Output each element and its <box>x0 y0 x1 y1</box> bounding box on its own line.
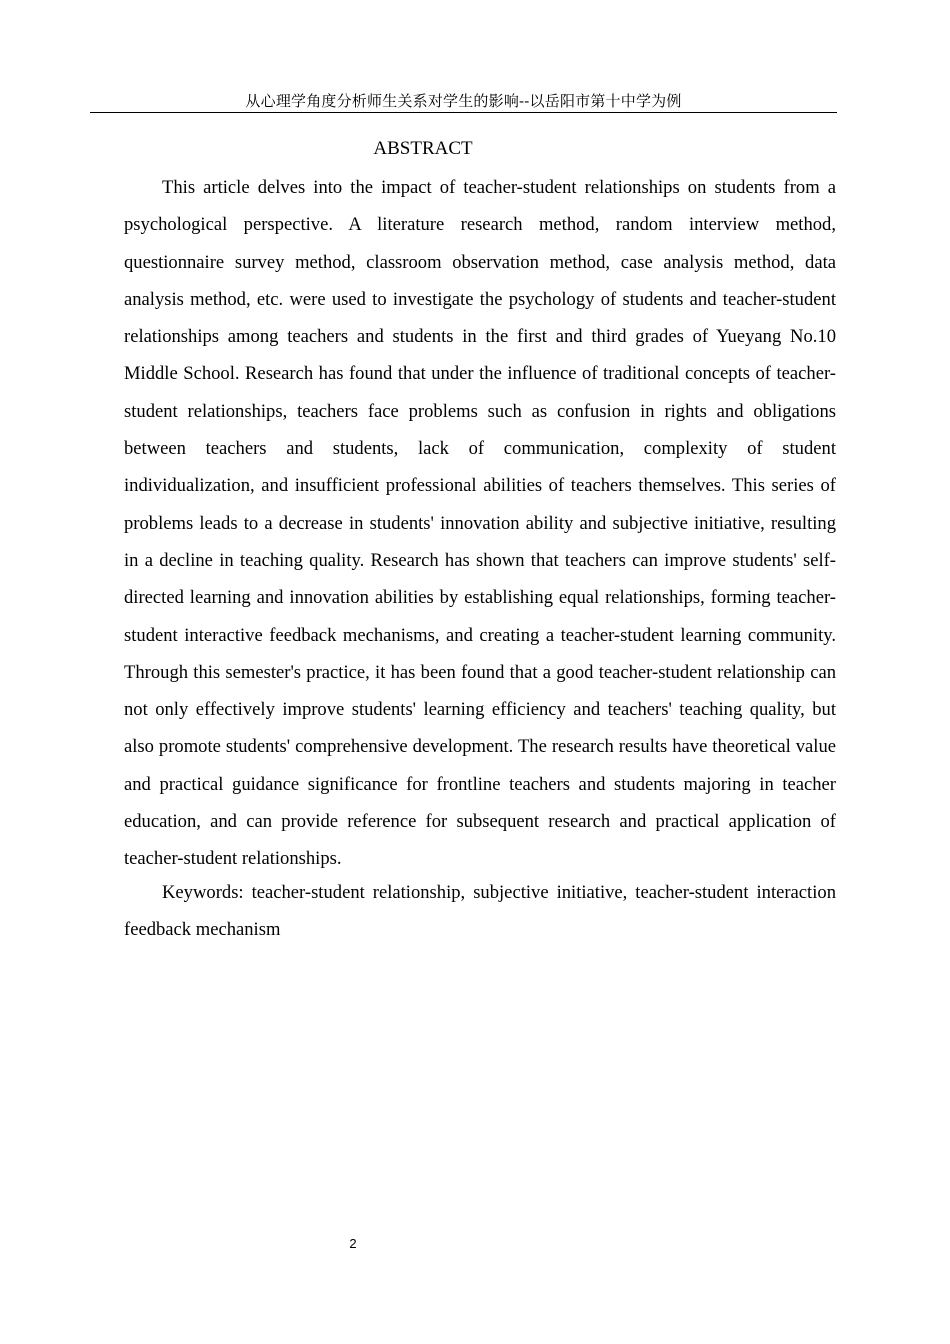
keywords-paragraph: Keywords: teacher-student relationship, subjective initiative, teacher-student interaction feedback mechanism <box>124 882 836 941</box>
abstract-body-paragraph: This article delves into the impact of teacher-student relationships on students from a psychological perspective. A literature research method, random interview method, questionnaire survey method, classroom observation method, case analysis method, data analysis method, etc. were used to investigate the psychology of students and teacher-student relationships among teachers and students in the first and third grades of Yueyang No.10 Middle School. Research has found that under the influence of traditional concepts of teacher-student relationships, teachers face problems such as confusion in rights and obligations between teachers and students, lack of communication, complexity of student individualization, and insufficient professional abilities of teachers themselves. This series of problems leads to a decrease in students' innovation ability and subjective initiative, resulting in a decline in teaching quality. Research has shown that teachers can improve students' self-directed learning and innovation abilities by establishing equal relationships, forming teacher-student interactive feedback mechanisms, and creating a teacher-student learning community. Through this semester's practice, it has been found that a good teacher-student relationship can not only effectively improve students' learning efficiency and teachers' teaching quality, but also promote students' comprehensive development. The research results have theoretical value and practical guidance significance for frontline teachers and students majoring in teacher education, and can provide reference for subsequent research and practical application of teacher-student relationships. <box>124 177 836 870</box>
running-header: 从心理学角度分析师生关系对学生的影响--以岳阳市第十中学为例 <box>90 90 837 113</box>
abstract-heading: ABSTRACT <box>373 138 473 159</box>
page-number: 2 <box>349 1236 357 1251</box>
